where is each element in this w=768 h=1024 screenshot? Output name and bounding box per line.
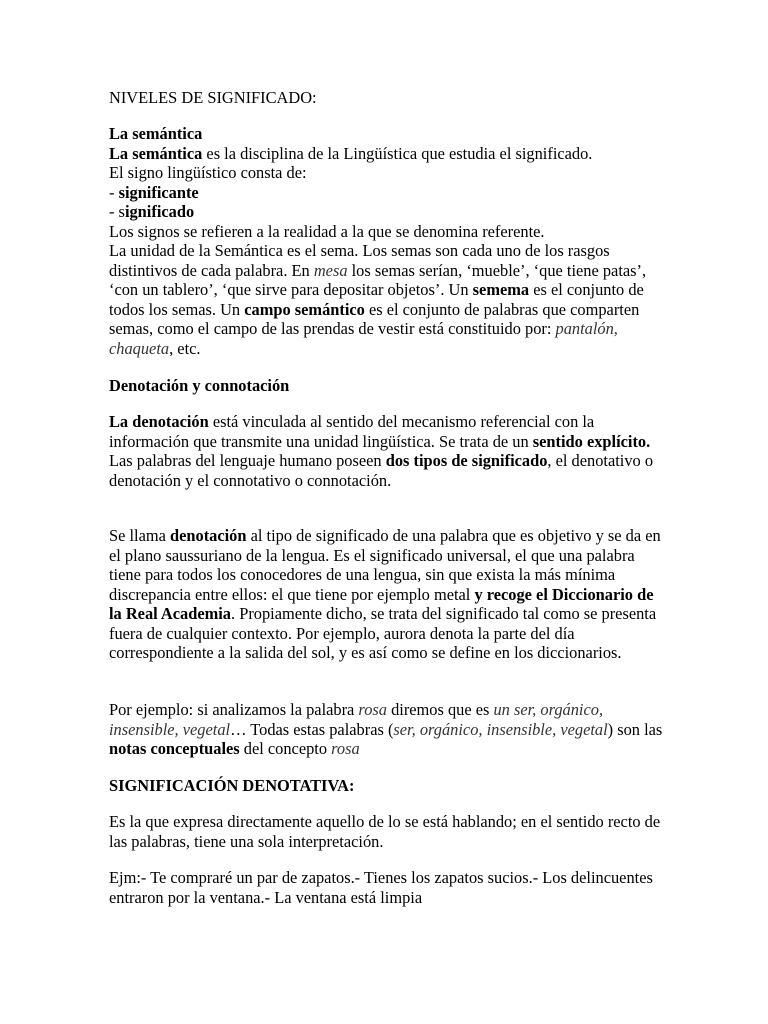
semantica-section xyxy=(109,124,665,358)
page-heading: NIVELES DE SIGNIFICADO: xyxy=(109,88,317,107)
semantica-definition: La semántica es la disciplina de la Lingüística que estudia el significado. xyxy=(109,143,593,163)
se-llama-paragraph: Se llama denotación al tipo de significado de una palabra que es objetivo y se da en el plano saussuriano de la lengua. Es el significado universal, el que una palabra tiene para todos los conocedores de una lengua, sin que exista la más mínima discrepancia entre ellos: el que tiene por ejemplo metal y recoge el Diccionario de la Real Academia. Propiamente dicho, se trata del significado tal como se presenta fuera de cualquier contexto. Por ejemplo, aurora denota la parte del día correspondiente a la salida del sol, y es así como se define en los diccionarios. xyxy=(109,526,661,662)
ejemplo-paragraph: Por ejemplo: si analizamos la palabra rosa diremos que es un ser, orgánico, insensible, vegetal… Todas estas palabras (ser, orgánico, insensible, vegetal) son las notas conceptuales del concepto rosa xyxy=(109,700,663,758)
significacion-title: SIGNIFICACIÓN DENOTATIVA: xyxy=(109,776,355,795)
tipos-line: Las palabras del lenguaje humano poseen dos tipos de significado, el denotativo o denotación y el connotativo o connotación. xyxy=(109,451,654,490)
denotacion-def: La denotación está vinculada al sentido del mecanismo referencial con la información que transmite una unidad lingüística. Se trata de un sentido explícito. xyxy=(109,412,651,451)
semantica-title: La semántica xyxy=(109,124,203,143)
signos-line: Los signos se refieren a la realidad a la que se denomina referente. xyxy=(109,221,545,241)
ejemplos-paragraph: Ejm:- Te compraré un par de zapatos.- Tienes los zapatos sucios.- Los delincuentes entraron por la ventana.- La ventana está limpia xyxy=(109,868,653,907)
list-item-significado: - significado xyxy=(109,202,195,221)
significacion-paragraph: Es la que expresa directamente aquello de lo se está hablando; en el sentido recto de las palabras, tiene una sola interpretación. xyxy=(109,812,661,851)
denotacion-title: Denotación y connotación xyxy=(109,376,290,395)
denotacion-paragraph xyxy=(109,412,665,490)
list-item-significante: - significante xyxy=(109,182,199,202)
sema-paragraph: La unidad de la Semántica es el sema. Los semas son cada uno de los rasgos distintivos de cada palabra. En mesa los semas serían, ‘mueble’, ‘que tiene patas’, ‘con un tablero’, ‘que sirve para depositar objetos’. Un semema es el conjunto de todos los semas. Un campo semántico es el conjunto de palabras que comparten semas, como el campo de las prendas de vestir está constituido por: pantalón, chaqueta, etc. xyxy=(109,241,647,358)
signo-line: El signo lingüístico consta de: xyxy=(109,163,307,182)
